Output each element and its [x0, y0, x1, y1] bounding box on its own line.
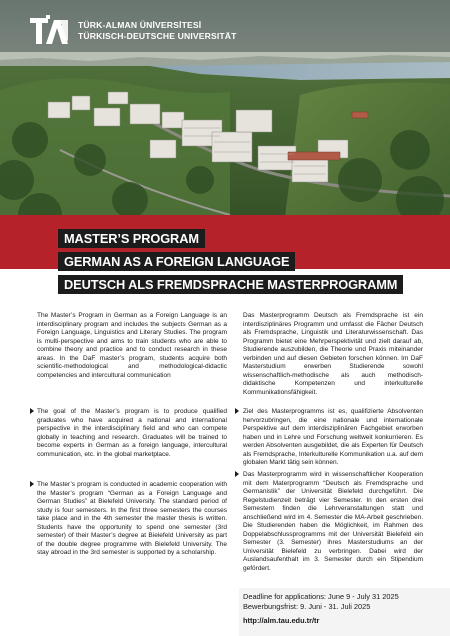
chevron-right-icon: [30, 481, 34, 487]
german-intro-text: Das Masterprogramm Deutsch als Fremdsprache ist ein interdisziplinäres Programm und umfasst die Fächer Deutsch als Fremdsprache, Linguistik und Literaturwissenschaft. Das Programm bietet eine Mehrperspektivität und zielt darauf ab, Studierende auszubilden, die Theorie und Praxis miteinander verbinden und auf diesen Gebieten forschen können. Im DaF Masterstudium erwerben Studierende sowohl wissenschaftlich-methodische als auch methodisch-didaktische Kompetenzen und interkulturelle Kommunikationsfähigkeit.: [243, 312, 423, 396]
english-intro: [37, 312, 227, 380]
university-name-turkish: TÜRK-ALMAN ÜNİVERSİTESİ: [78, 20, 202, 30]
chevron-right-icon: [30, 408, 34, 414]
university-name: [78, 20, 237, 42]
deadline-english: Deadline for applications: June 9 - July 31 2025: [243, 592, 399, 601]
german-cooperation: [243, 471, 423, 574]
english-cooperation: [37, 481, 227, 558]
german-intro: [243, 312, 423, 397]
university-name-german: TÜRKISCH-DEUTSCHE UNIVERSITÄT: [78, 31, 237, 41]
english-intro-text: The Master’s Program in German as a Foreign Language is an interdisciplinary program and includes the subjects German as a Foreign Language, Linguistics and Literary Studies. The program is multi-perspective and aims to train students who are able to combine theory and practice and to conduct research in these areas. In the DaF master’s program, students acquire both scientific-methodological and methodological-didactic competencies and intercultural communication: [37, 312, 227, 379]
deadline-german: Bewerbungsfrist: 9. Juni - 31. Juli 2025: [243, 602, 371, 611]
university-logo: [28, 14, 237, 48]
german-goal: [243, 408, 423, 468]
title-german-foreign-language: GERMAN AS A FOREIGN LANGUAGE: [58, 252, 295, 271]
english-goal-text: The goal of the Master’s program is to produce qualified graduates who have acquired a national and international perspective in the interdisciplinary field and who can compete globally in teaching and research. Graduates will be trained to become experts in German as a foreign language, intercultural communication, etc. in the global marketplace.: [37, 408, 227, 458]
tau-logo-icon: [28, 14, 72, 48]
chevron-right-icon: [235, 471, 239, 477]
title-daf-masterprogramm: DEUTSCH ALS FREMDSPRACHE MASTERPROGRAMM: [58, 275, 403, 294]
program-website-link[interactable]: http://alm.tau.edu.tr/tr: [243, 616, 320, 625]
application-deadline-box: [239, 588, 450, 636]
english-cooperation-text: The Master’s program is conducted in academic cooperation with the Master’s program “German as a Foreign Language and German Studies” at Bielefeld University. The standard period of study is four semesters. In the first three semesters the courses take place and in the 4th semester the master thesis is written. Students have the opportunity to spend one semester (3rd semester) of their Master’s degree at Bielefeld University as part of the double degree programme with Bielefeld University. The stay abroad in the 3rd semester is supported by a scholarship.: [37, 481, 227, 557]
english-goal: [37, 408, 227, 459]
german-cooperation-text: Das Masterprogramm wird in wissenschaftlicher Kooperation mit dem Materprogramm “Deutsch als Fremdsprache und Germanistik” der Universität Bielefeld durchgeführt. Die Regelstudienzeit beträgt vier Semester. In den ersten drei Semestern finden die Lehrveranstaltungen statt und anschließend wird im 4. Semester die MA-Arbeit geschrieben. Die Studierenden haben die Möglichkeit, im Rahmen des Doppelabschlussprogramms mit der Universität Bielefeld ein Semester (3. Semester) ihres Masterstudiums an der Universität Bielefeld zu verbringen. Dabei wird der Auslandsaufenthalt im 3. Semester durch ein Stipendium gefördert.: [243, 471, 423, 573]
german-goal-text: Ziel des Masterprogramms ist es, qualifizierte Absolventen hervorzubringen, die eine nationale und internationale Perspektive auf dem interdisziplinären Fachgebiet erworben haben und in Lehre und Forschung weltweit konkurrieren. Es werden Absolventen ausgebildet, die als Experten für Deutsch als Fremdsprache, Interkulturelle Kommunikation u.a. auf dem globalen Markt tätig sein können.: [243, 408, 423, 467]
title-masters-program: MASTER’S PROGRAM: [58, 229, 205, 248]
chevron-right-icon: [235, 408, 239, 414]
